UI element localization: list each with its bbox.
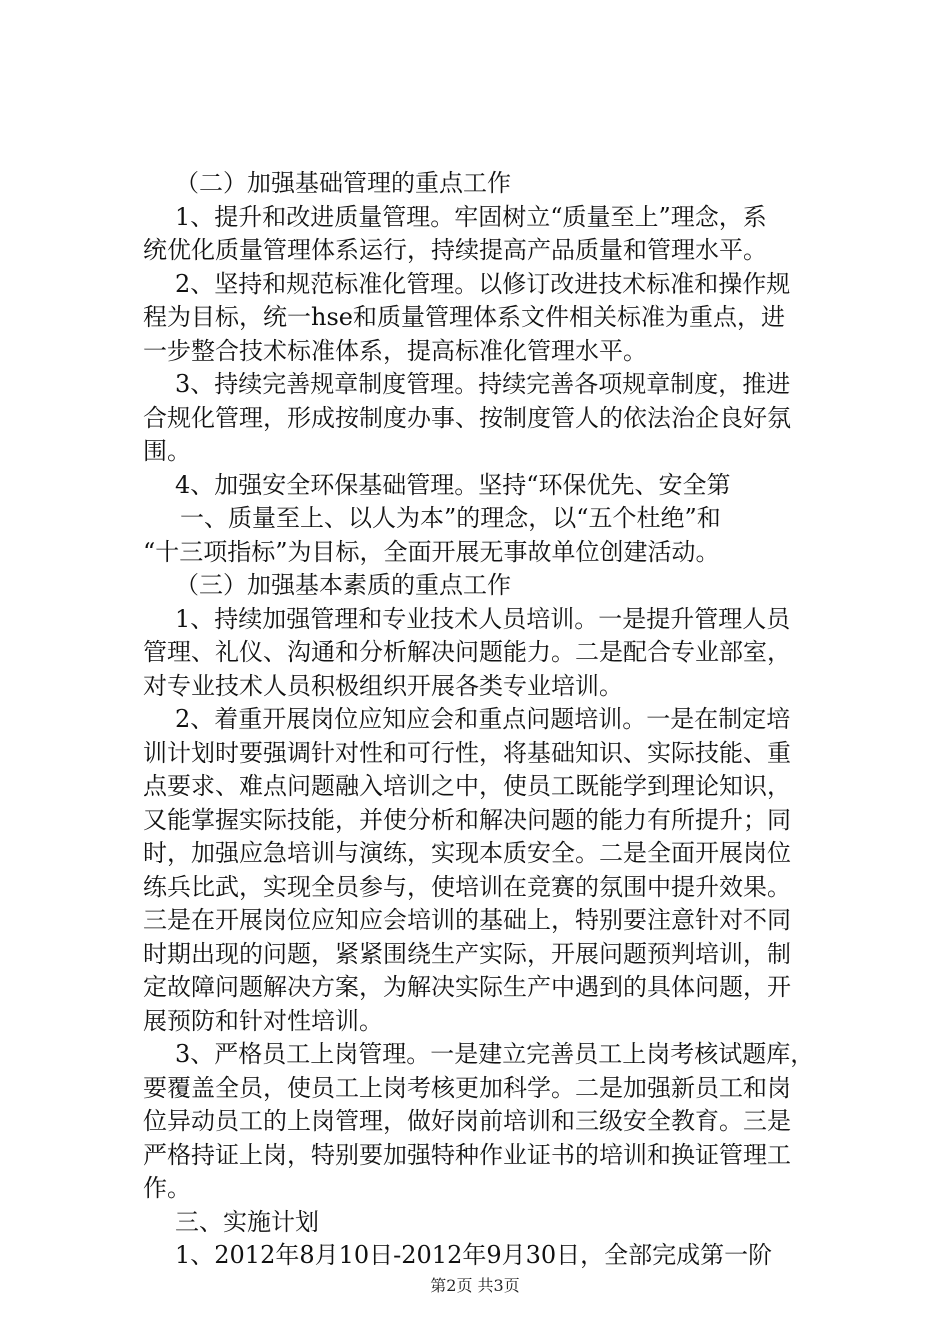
- text-line: 严格持证上岗，特别要加强特种作业证书的培训和换证管理工: [143, 1141, 791, 1169]
- text-line: 3、持续完善规章制度管理。持续完善各项规章制度，推进: [175, 370, 791, 398]
- text-line: 位异动员工的上岗管理，做好岗前培训和三级安全教育。三是: [143, 1107, 791, 1135]
- text-line: 2、坚持和规范标准化管理。以修订改进技术标准和操作规: [175, 270, 791, 298]
- text-line: 对专业技术人员积极组织开展各类专业培训。: [143, 672, 623, 700]
- text-line: 1、2012年8月10日-2012年9月30日，全部完成第一阶: [175, 1241, 773, 1269]
- text-line: 统优化质量管理体系运行，持续提高产品质量和管理水平。: [143, 236, 767, 264]
- text-line: 三、实施计划: [175, 1208, 319, 1236]
- text-line: 时期出现的问题，紧紧围绕生产实际，开展问题预判培训，制: [143, 940, 791, 968]
- text-line: 训计划时要强调针对性和可行性，将基础知识、实际技能、重: [143, 739, 791, 767]
- text-line: 1、提升和改进质量管理。牢固树立“质量至上”理念，系: [175, 203, 767, 231]
- text-line: （二）加强基础管理的重点工作: [175, 169, 511, 197]
- text-line: 程为目标，统一hse和质量管理体系文件相关标准为重点，进: [143, 303, 785, 331]
- text-line: 练兵比武，实现全员参与，使培训在竞赛的氛围中提升效果。: [143, 873, 791, 901]
- text-line: 作。: [143, 1174, 191, 1202]
- text-line: 三是在开展岗位应知应会培训的基础上，特别要注意针对不同: [143, 906, 791, 934]
- text-line: 一、质量至上、以人为本”的理念，以“五个杜绝”和: [180, 504, 721, 532]
- text-line: 展预防和针对性培训。: [143, 1007, 383, 1035]
- text-line: 要覆盖全员，使员工上岗考核更加科学。二是加强新员工和岗: [143, 1074, 791, 1102]
- text-line: （三）加强基本素质的重点工作: [175, 571, 511, 599]
- page-footer: 第2页 共3页: [430, 1276, 520, 1295]
- text-line: 2、着重开展岗位应知应会和重点问题培训。一是在制定培: [175, 705, 791, 733]
- text-line: 围。: [143, 437, 191, 465]
- text-line: 1、持续加强管理和专业技术人员培训。一是提升管理人员: [175, 605, 791, 633]
- text-line: 又能掌握实际技能，并使分析和解决问题的能力有所提升；同: [143, 806, 791, 834]
- text-line: 合规化管理，形成按制度办事、按制度管人的依法治企良好氛: [143, 404, 791, 432]
- text-line: 管理、礼仪、沟通和分析解决问题能力。二是配合专业部室，: [143, 638, 791, 666]
- text-line: “十三项指标”为目标，全面开展无事故单位创建活动。: [143, 538, 720, 566]
- text-line: 一步整合技术标准体系，提高标准化管理水平。: [143, 337, 647, 365]
- text-line: 点要求、难点问题融入培训之中，使员工既能学到理论知识，: [143, 772, 791, 800]
- text-line: 时，加强应急培训与演练，实现本质安全。二是全面开展岗位: [143, 839, 791, 867]
- text-line: 定故障问题解决方案，为解决实际生产中遇到的具体问题，开: [143, 973, 791, 1001]
- text-line: 4、加强安全环保基础管理。坚持“环保优先、安全第: [175, 471, 731, 499]
- text-line: 3、严格员工上岗管理。一是建立完善员工上岗考核试题库，: [175, 1040, 815, 1068]
